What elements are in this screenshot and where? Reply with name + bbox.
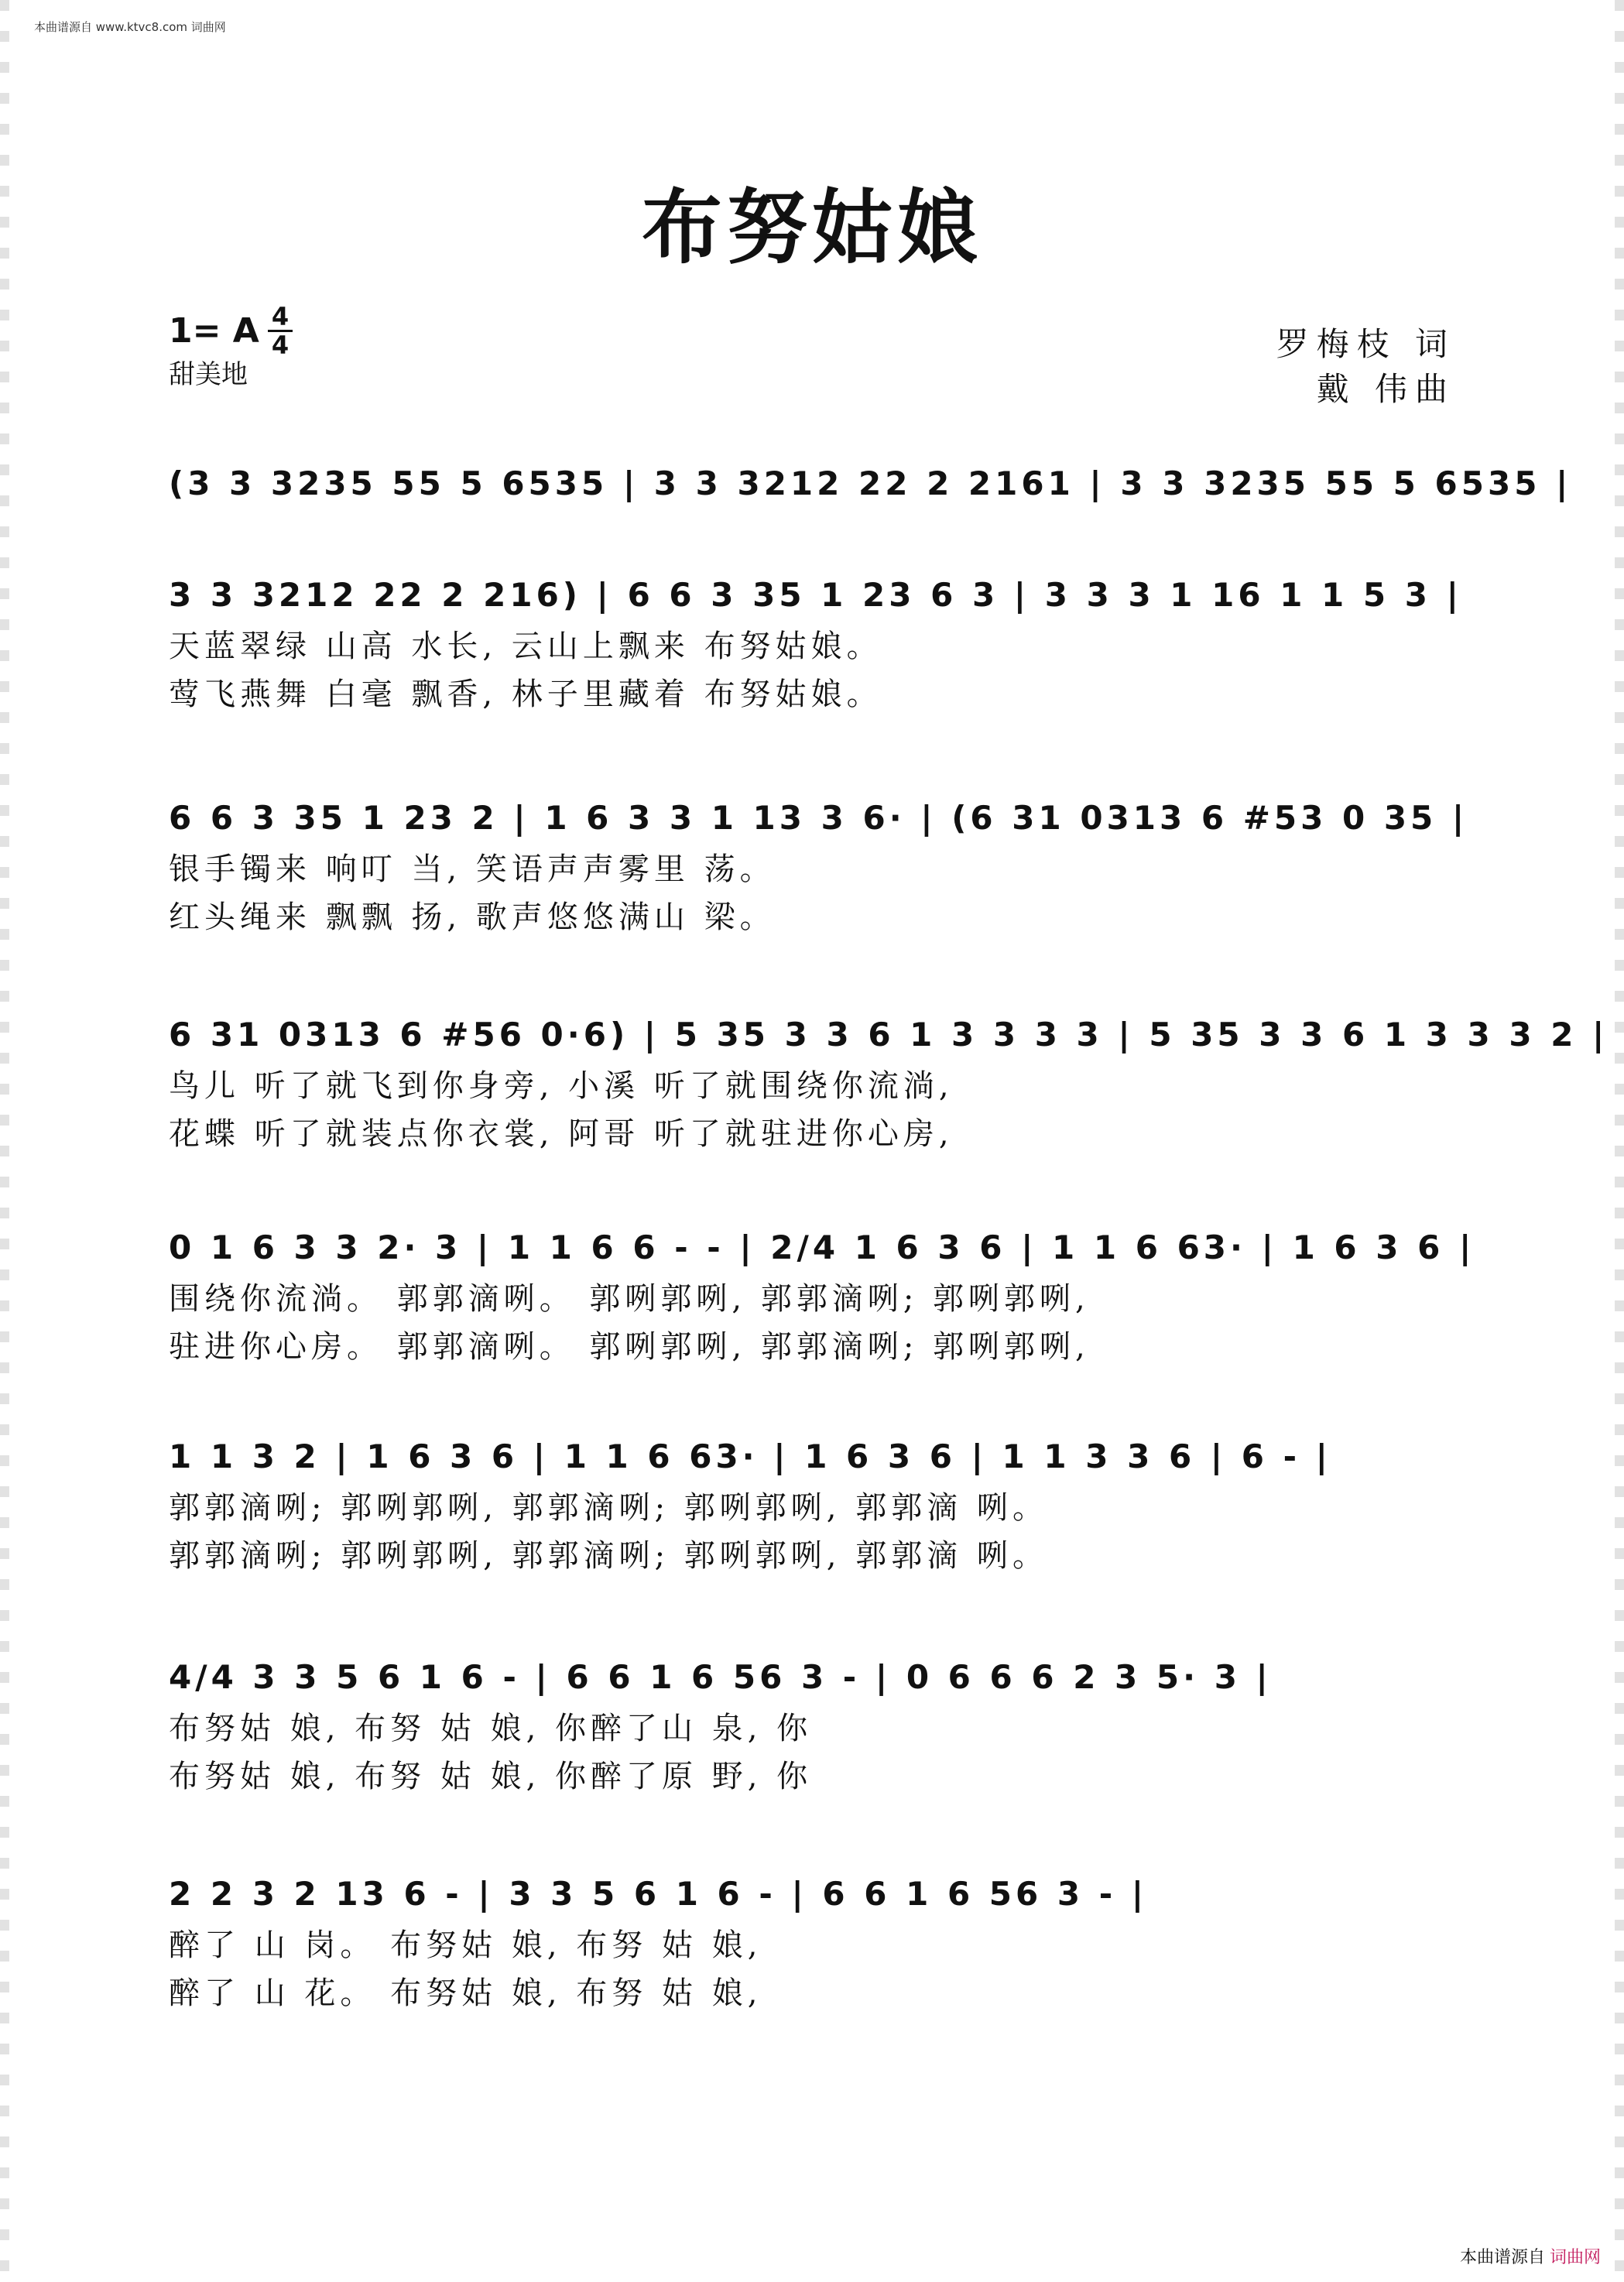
time-signature-bottom: 4 (271, 331, 290, 360)
notation-line (169, 1219, 1475, 1275)
lyric-line: 红头绳来 飘飘 扬, 歌声悠悠满山 梁。 (169, 899, 776, 935)
notation-line (169, 567, 1462, 622)
score-system (169, 1006, 1609, 1158)
notation-text: 0 1 6 3 3 2· 3 | 1 1 6 6 - - | 2/4 1 6 3 6 | 1 1 6 63· | 1 6 3 6 | (169, 1228, 1475, 1266)
key-signature: 1= A (169, 311, 259, 351)
notation-line (169, 1649, 1455, 1705)
time-signature-top: 4 (268, 303, 293, 332)
left-edge-watermark (0, 0, 9, 2282)
score-system (169, 567, 1462, 718)
lyric-line: 醉了 山 花。 布努姑 娘, 布努 姑 娘, (169, 1975, 762, 2011)
lyric-line: 醉了 山 岗。 布努姑 娘, 布努 姑 娘, (169, 1927, 762, 1963)
score-system (169, 455, 1572, 511)
footer-site-name: 词曲网 (1549, 2248, 1601, 2267)
lyricist-credit: 罗梅枝 词 (1276, 325, 1455, 363)
lyric-line: 天蓝翠绿 山高 水长, 云山上飘来 布努姑娘。 (169, 629, 882, 664)
lyric-line: 郭郭滴咧; 郭咧郭咧, 郭郭滴咧; 郭咧郭咧, 郭郭滴 咧。 (169, 1538, 1048, 1574)
notation-text: 6 6 3 35 1 23 2 | 1 6 3 3 1 13 3 6· | (6 31 0313 6 #53 0 35 | (169, 798, 1468, 837)
score-system (169, 1649, 1455, 1801)
lyric-line: 布努姑 娘, 布努 姑 娘, 你醉了山 泉, 你 (169, 1711, 813, 1746)
composer-credit: 戴 伟曲 (1316, 370, 1455, 408)
lyric-line: 银手镯来 响叮 当, 笑语声声雾里 荡。 (169, 851, 776, 887)
header-source-line: 本曲谱源自 www.ktvc8.com 词曲网 (34, 20, 226, 34)
song-title: 布努姑娘 (641, 180, 982, 275)
time-signature (268, 303, 293, 358)
notation-line (169, 455, 1572, 511)
score-system (169, 1219, 1475, 1371)
notation-text: 4/4 3 3 5 6 1 6 - | 6 6 1 6 56 3 - | 0 6 6 6 2 3 5· 3 | (169, 1657, 1272, 1696)
lyric-line: 鸟儿 听了就飞到你身旁, 小溪 听了就围绕你流淌, (169, 1068, 954, 1104)
lyric-line: 布努姑 娘, 布努 姑 娘, 你醉了原 野, 你 (169, 1759, 813, 1794)
score-system (169, 1866, 1455, 2017)
lyric-line: 花蝶 听了就装点你衣裳, 阿哥 听了就驻进你心房, (169, 1116, 954, 1152)
lyric-line: 驻进你心房。 郭郭滴咧。 郭咧郭咧, 郭郭滴咧; 郭咧郭咧, (169, 1329, 1090, 1365)
credits (1276, 322, 1455, 412)
score-system (169, 1428, 1455, 1580)
lyric-line: 围绕你流淌。 郭郭滴咧。 郭咧郭咧, 郭郭滴咧; 郭咧郭咧, (169, 1281, 1090, 1317)
notation-text: 1 1 3 2 | 1 6 3 6 | 1 1 6 63· | 1 6 3 6 | 1 1 3 3 6 | 6 - | (169, 1437, 1331, 1475)
notation-line (169, 1428, 1455, 1484)
tempo-marking: 甜美地 (169, 359, 248, 390)
score-system (169, 790, 1468, 941)
notation-text: (3 3 3235 55 5 6535 | 3 3 3212 22 2 2161 | 3 3 3235 55 5 6535 | (169, 464, 1572, 502)
right-edge-watermark (1615, 0, 1624, 2282)
notation-text: 3 3 3212 22 2 216) | 6 6 3 35 1 23 6 3 | 3 3 3 1 16 1 1 5 3 | (169, 575, 1462, 614)
lyric-line: 郭郭滴咧; 郭咧郭咧, 郭郭滴咧; 郭咧郭咧, 郭郭滴 咧。 (169, 1490, 1048, 1526)
notation-line (169, 1866, 1455, 1921)
notation-text: 6 31 0313 6 #56 0·6) | 5 35 3 3 6 1 3 3 3 3 | 5 35 3 3 6 1 3 3 3 2 | (169, 1015, 1609, 1054)
notation-line (169, 790, 1468, 845)
notation-line (169, 1006, 1609, 1062)
lyric-line: 莺飞燕舞 白毫 飘香, 林子里藏着 布努姑娘。 (169, 677, 882, 712)
footer-source-text: 本曲谱源自 (1459, 2248, 1545, 2267)
notation-text: 2 2 3 2 13 6 - | 3 3 5 6 1 6 - | 6 6 1 6 56 3 - | (169, 1874, 1148, 1913)
footer-credit (1460, 2244, 1601, 2268)
